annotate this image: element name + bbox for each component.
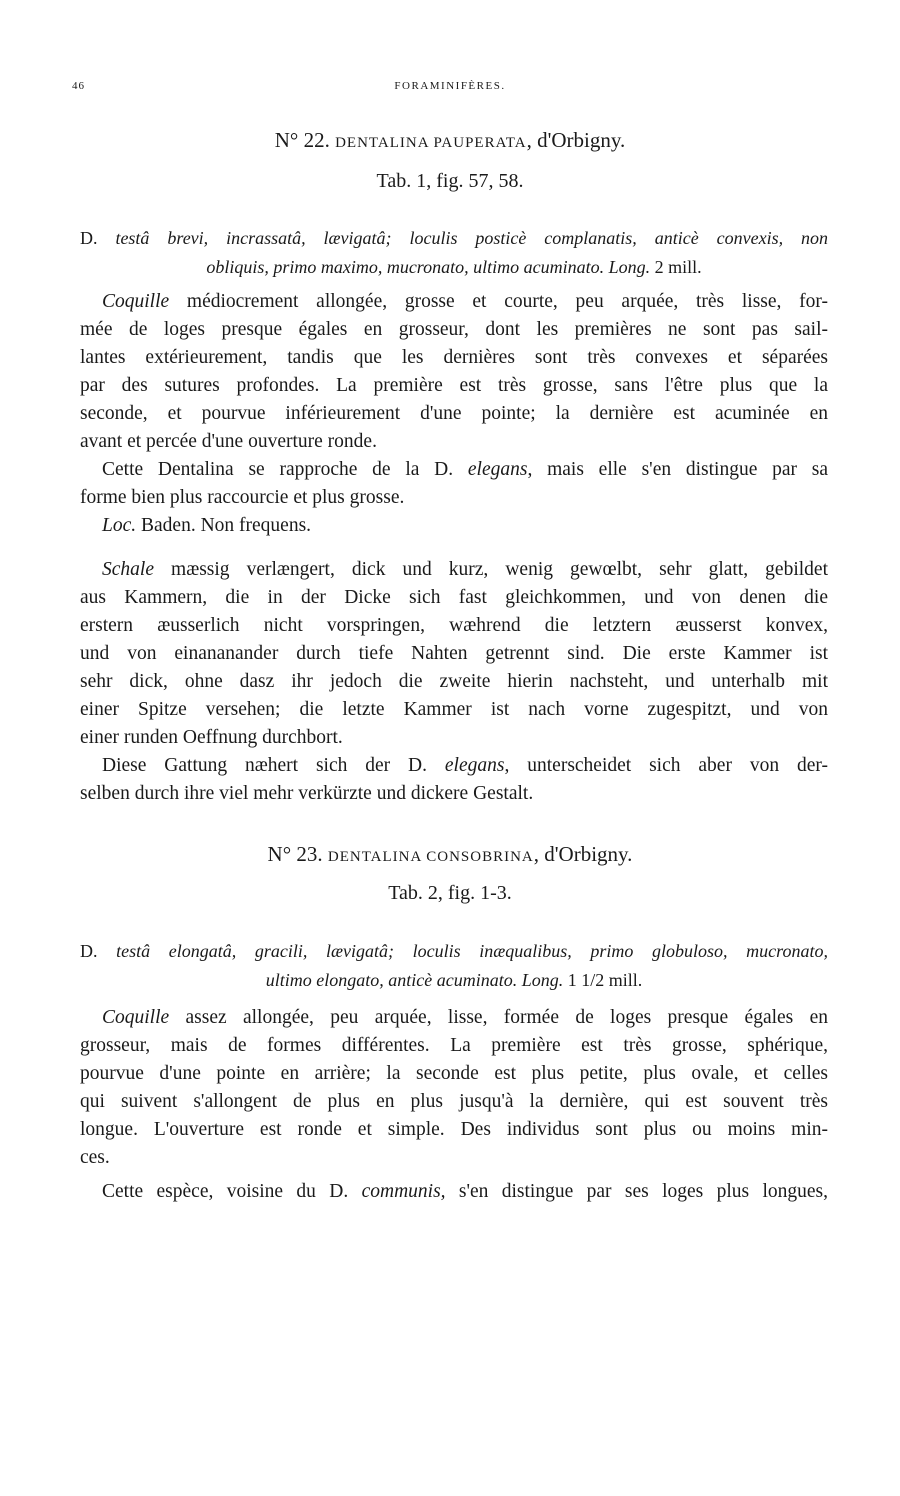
- text-line: Cette espèce, voisine du D. communis, s'en distingue par ses loges plus longues,: [102, 1181, 828, 1202]
- running-head: [0, 80, 900, 100]
- term: communis,: [361, 1181, 446, 1202]
- locality-text: Baden. Non frequens.: [136, 515, 312, 536]
- plate-reference-22: Tab. 1, fig. 57, 58.: [376, 170, 524, 192]
- term: Coquille: [102, 1007, 170, 1028]
- text-line: avant et percée d'une ouverture ronde.: [80, 431, 377, 452]
- running-title: FORAMINIFÈRES.: [394, 80, 506, 92]
- term: elegans: [444, 755, 505, 776]
- species-heading-22: [0, 128, 900, 153]
- diagnosis-prefix: D.: [80, 941, 117, 961]
- plate-reference-23: Tab. 2, fig. 1-3.: [388, 882, 512, 904]
- heading-author: , d'Orbigny.: [533, 842, 633, 866]
- text-line: pourvue d'une pointe en arrière; la seconde est plus petite, plus ovale, et celles: [80, 1063, 828, 1084]
- heading-number: N° 23.: [267, 842, 328, 866]
- text-line: Coquille médiocrement allongée, grosse et courte, peu arquée, très lisse, for-: [102, 291, 828, 312]
- text-line: Schale mæssig verlængert, dick und kurz, wenig gewœlbt, sehr glatt, gebildet: [102, 559, 828, 580]
- french-description-22: [80, 288, 828, 540]
- text-line: qui suivent s'allongent de plus en plus jusqu'à la dernière, qui est souvent très: [80, 1091, 828, 1112]
- text-line: selben durch ihre viel mehr verkürzte und dickere Gestalt.: [80, 783, 534, 804]
- text-line: Coquille assez allongée, peu arquée, lisse, formée de loges presque égales en: [102, 1007, 828, 1028]
- locality-line: [80, 512, 828, 540]
- term: elegans: [467, 459, 528, 480]
- diagnosis-line: [80, 937, 828, 966]
- text-line: sehr dick, ohne dasz ihr jedoch die zweite hierin nachsteht, und unterhalb mit: [80, 671, 828, 692]
- diagnosis-text: obliquis, primo maximo, mucronato, ultimo acuminato. Long.: [206, 257, 651, 277]
- diagnosis-line: [80, 224, 828, 253]
- latin-diagnosis-23: [80, 937, 828, 995]
- heading-number: N° 22.: [274, 128, 336, 152]
- diagnosis-prefix: D.: [80, 228, 116, 248]
- heading-genus: DENTALINA CONSOBRINA: [327, 849, 534, 865]
- heading-author: , d'Orbigny.: [526, 128, 626, 152]
- text-line: einer Spitze versehen; die letzte Kammer ist nach vorne zugespitzt, und von: [80, 699, 828, 720]
- heading-genus: DENTALINA PAUPERATA: [335, 135, 527, 151]
- text-line: erstern æusserlich nicht vorspringen, wæhrend die letztern æusserst konvex,: [80, 615, 828, 636]
- text-line: einer runden Oeffnung durchbort.: [80, 727, 343, 748]
- diagnosis-length: 1 1/2 mill.: [563, 970, 643, 990]
- diagnosis-length: 2 mill.: [650, 257, 702, 277]
- diagnosis-text: testâ elongatâ, gracili, lævigatâ; loculis inæqualibus, primo globuloso, mucronato,: [116, 941, 829, 961]
- diagnosis-line: [80, 253, 828, 282]
- text-line: par des sutures profondes. La première est très grosse, sans l'être plus que la: [80, 375, 828, 396]
- text-line: Cette Dentalina se rapproche de la D. elegans, mais elle s'en distingue par sa: [102, 459, 829, 480]
- text-line: Diese Gattung næhert sich der D. elegans, unterscheidet sich aber von der-: [102, 755, 828, 776]
- diagnosis-text: ultimo elongato, anticè acuminato. Long.: [265, 970, 564, 990]
- locality-label: Loc.: [102, 515, 137, 536]
- french-description-23: [80, 1004, 828, 1206]
- page-number: 46: [72, 80, 85, 92]
- text-line: longue. L'ouverture est ronde et simple. Des individus sont plus ou moins min-: [80, 1119, 828, 1140]
- term: Schale: [102, 559, 154, 580]
- term: Coquille: [102, 291, 170, 312]
- diagnosis-text: testâ brevi, incrassatâ, lævigatâ; loculis posticè complanatis, anticè convexis, non: [115, 228, 829, 248]
- diagnosis-line: [80, 966, 828, 995]
- text-line: und von einananander durch tiefe Nahten getrennt sind. Die erste Kammer ist: [80, 643, 828, 664]
- species-heading-23: [0, 842, 900, 867]
- text-line: grosseur, mais de formes différentes. La première est très grosse, sphérique,: [80, 1035, 828, 1056]
- text-line: forme bien plus raccourcie et plus grosse.: [80, 487, 405, 508]
- german-description-22: [80, 556, 828, 808]
- text-line: seconde, et pourvue inférieurement d'une pointe; la dernière est acuminée en: [80, 403, 828, 424]
- text-line: mée de loges presque égales en grosseur, dont les premières ne sont pas sail-: [80, 319, 828, 340]
- text-line: ces.: [80, 1147, 110, 1168]
- latin-diagnosis-22: [80, 224, 828, 282]
- text-line: aus Kammern, die in der Dicke sich fast gleichkommen, und von denen die: [80, 587, 828, 608]
- text-line: lantes extérieurement, tandis que les dernières sont très convexes et séparées: [80, 347, 828, 368]
